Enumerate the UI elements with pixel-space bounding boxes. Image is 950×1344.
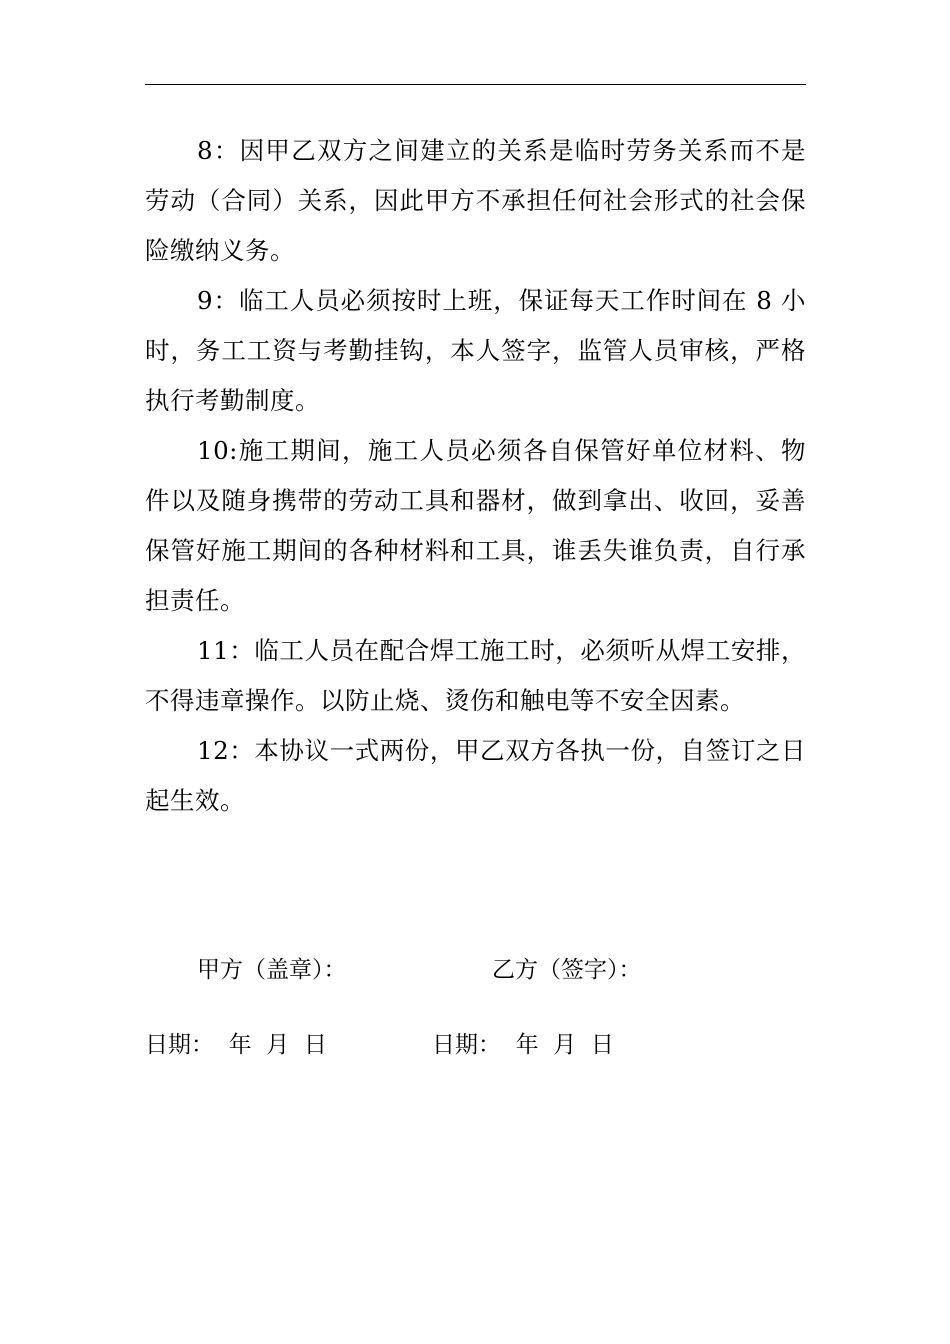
party-a-signature-label: 甲方（盖章）：	[197, 957, 347, 983]
party-b-date-label: 日期： 年 月 日	[432, 1032, 614, 1058]
party-a-date-label: 日期： 年 月 日	[145, 1032, 327, 1058]
clause-10: 10:施工期间，施工人员必须各自保管好单位材料、物件以及随身携带的劳动工具和器材，做到拿出、收回，妥善保管好施工期间的各种材料和工具，谁丢失谁负责，自行承担责任。	[145, 436, 806, 615]
clause-12: 12：本协议一式两份，甲乙双方各执一份，自签订之日起生效。	[145, 736, 806, 815]
clause-8: 8：因甲乙双方之间建立的关系是临时劳务关系而不是劳动（合同）关系，因此甲方不承担任何社会形式的社会保险缴纳义务。	[145, 136, 806, 265]
agreement-body	[145, 126, 806, 826]
clause-11: 11：临工人员在配合焊工施工时，必须听从焊工安排，不得违章操作。以防止烧、烫伤和触电等不安全因素。	[145, 636, 806, 715]
header-rule	[145, 84, 806, 85]
clause-9: 9：临工人员必须按时上班，保证每天工作时间在 8 小时，务工工资与考勤挂钩，本人签字，监管人员审核，严格执行考勤制度。	[145, 286, 806, 415]
party-b-signature-label: 乙方（签字）：	[492, 957, 642, 983]
